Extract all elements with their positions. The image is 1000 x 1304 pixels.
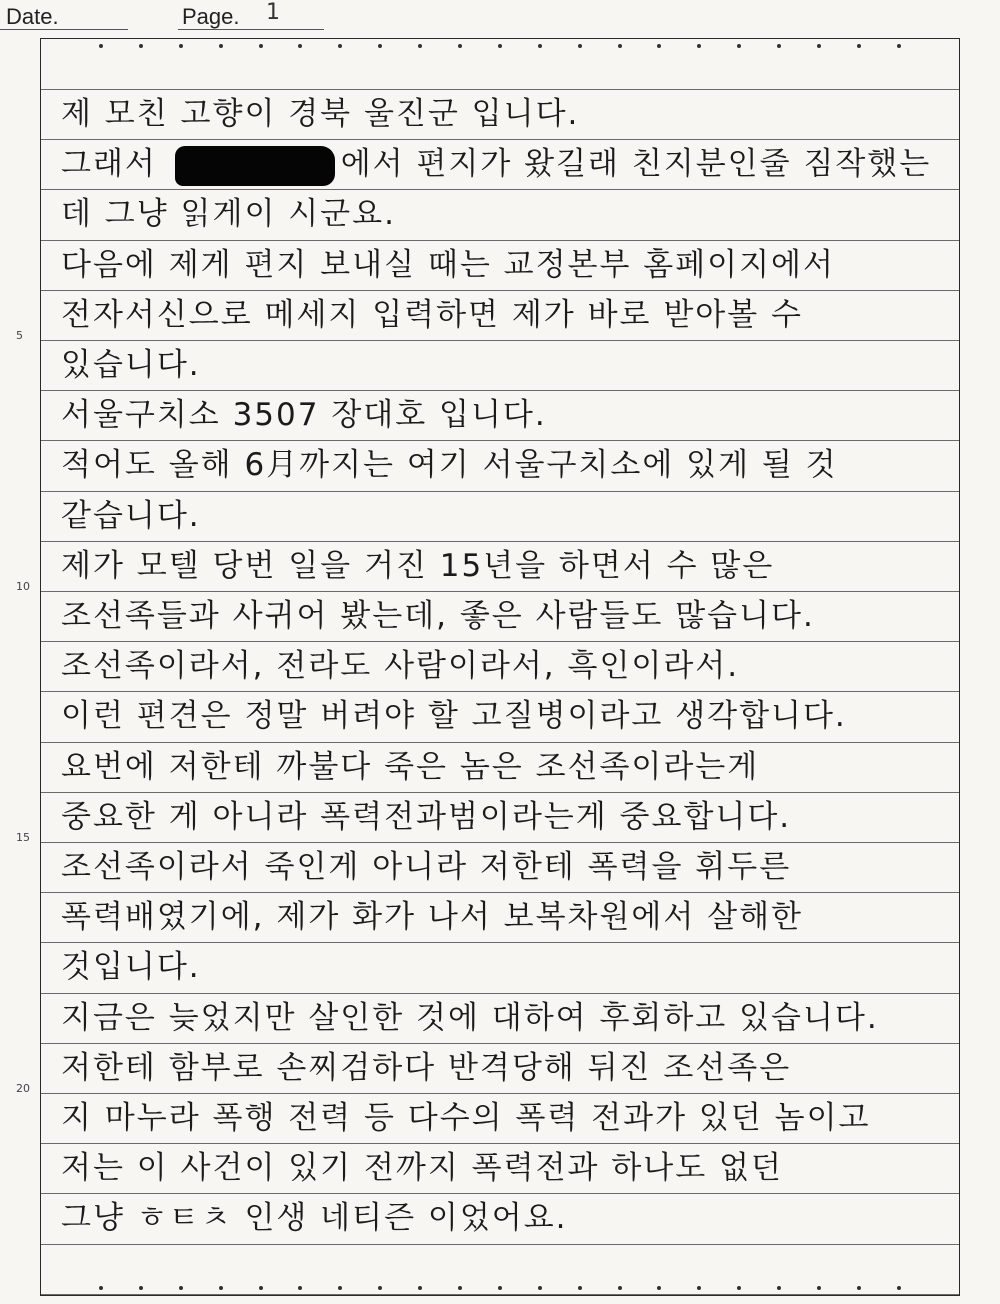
margin-dot	[578, 44, 582, 48]
margin-dot	[378, 44, 382, 48]
page-rule	[178, 29, 324, 30]
date-rule	[0, 29, 128, 30]
line-number: 15	[16, 830, 30, 844]
margin-dot	[538, 1286, 542, 1290]
letter-line: 다음에 제게 편지 보내실 때는 교정본부 홈페이지에서	[61, 246, 835, 283]
letter-line: 데 그냥 읽게이 시군요.	[61, 196, 396, 233]
margin-dot	[139, 1286, 143, 1290]
margin-dot	[99, 44, 103, 48]
letter-line: 것입니다.	[61, 949, 201, 986]
margin-dot	[578, 1286, 582, 1290]
letter-line: 중요한 게 아니라 폭력전과범이라는게 중요합니다.	[61, 798, 792, 835]
margin-dot	[338, 44, 342, 48]
redaction-mark	[175, 146, 335, 186]
margin-dot	[777, 1286, 781, 1290]
margin-dot	[857, 44, 861, 48]
margin-dot	[777, 44, 781, 48]
margin-dot	[737, 44, 741, 48]
page-number: 1	[266, 0, 280, 25]
margin-dot	[298, 44, 302, 48]
letter-line: 같습니다.	[61, 497, 201, 534]
letter-line: 요번에 저한테 까불다 죽은 놈은 조선족이라는게	[61, 748, 760, 785]
ruled-sheet	[40, 38, 960, 1296]
margin-dot	[99, 1286, 103, 1290]
margin-dot	[179, 1286, 183, 1290]
letter-line: 조선족이라서 죽인게 아니라 저한테 폭력을 휘두른	[61, 849, 792, 885]
letter-line: 서울구치소 3507 장대호 입니다.	[61, 397, 547, 434]
letter-line	[61, 139, 949, 189]
margin-dot	[817, 1286, 821, 1290]
line-number: 10	[16, 579, 30, 593]
margin-dot	[338, 1286, 342, 1290]
margin-dot	[418, 1286, 422, 1290]
line-number: 5	[16, 328, 23, 342]
ruled-line	[41, 1244, 959, 1245]
margin-dot	[498, 1286, 502, 1290]
top-dot-row	[41, 43, 959, 49]
letter-line: 제 모친 고향이 경북 울진군 입니다.	[61, 96, 580, 132]
margin-dot	[618, 44, 622, 48]
margin-dot	[857, 1286, 861, 1290]
letter-line: 있습니다.	[61, 347, 201, 383]
letter-line: 전자서신으로 메세지 입력하면 제가 바로 받아볼 수	[61, 296, 803, 333]
line-number: 20	[16, 1081, 30, 1095]
margin-dot	[657, 1286, 661, 1290]
margin-dot	[259, 1286, 263, 1290]
margin-dot	[697, 1286, 701, 1290]
margin-dot	[219, 1286, 223, 1290]
letter-line-part: 에서 편지가 왔길래 친지분인줄 짐작했는	[340, 146, 932, 183]
letter-line: 적어도 올해 6月까지는 여기 서울구치소에 있게 될 것	[61, 447, 838, 484]
letter-line: 이런 편견은 정말 버려야 할 고질병이라고 생각합니다.	[61, 698, 847, 735]
margin-dot	[897, 1286, 901, 1290]
margin-dot	[259, 44, 263, 48]
letter-line: 조선족들과 사귀어 봤는데, 좋은 사람들도 많습니다.	[61, 598, 815, 634]
letter-line: 제가 모텔 당번 일을 거진 15년을 하면서 수 많은	[61, 547, 775, 584]
letter-line: 지 마누라 폭행 전력 등 다수의 폭력 전과가 있던 놈이고	[61, 1100, 871, 1136]
page-label: Page.	[182, 4, 240, 29]
letter-line: 그냥 ㅎㅌㅊ 인생 네티즌 이었어요.	[61, 1200, 568, 1237]
margin-dot	[179, 44, 183, 48]
margin-dot	[458, 1286, 462, 1290]
ruled-line	[41, 1294, 959, 1295]
margin-dot	[657, 44, 661, 48]
date-label: Date.	[6, 4, 59, 29]
page-header	[0, 0, 1000, 36]
letter-line-part: 그래서	[61, 146, 169, 183]
margin-dot	[737, 1286, 741, 1290]
margin-dot	[219, 44, 223, 48]
bottom-dot-row	[41, 1285, 959, 1291]
letter-line: 저는 이 사건이 있기 전까지 폭력전과 하나도 없던	[61, 1150, 783, 1187]
margin-dot	[498, 44, 502, 48]
margin-dot	[298, 1286, 302, 1290]
margin-dot	[697, 44, 701, 48]
letter-line: 지금은 늦었지만 살인한 것에 대하여 후회하고 있습니다.	[61, 999, 879, 1036]
letter-line: 저한테 함부로 손찌검하다 반격당해 뒤진 조선족은	[61, 1049, 792, 1086]
margin-dot	[618, 1286, 622, 1290]
margin-dot	[378, 1286, 382, 1290]
margin-dot	[817, 44, 821, 48]
margin-dot	[458, 44, 462, 48]
margin-dot	[139, 44, 143, 48]
margin-dot	[538, 44, 542, 48]
letter-line: 조선족이라서, 전라도 사람이라서, 흑인이라서.	[61, 648, 740, 685]
margin-dot	[418, 44, 422, 48]
margin-dot	[897, 44, 901, 48]
letter-line: 폭력배였기에, 제가 화가 나서 보복차원에서 살해한	[61, 899, 803, 936]
